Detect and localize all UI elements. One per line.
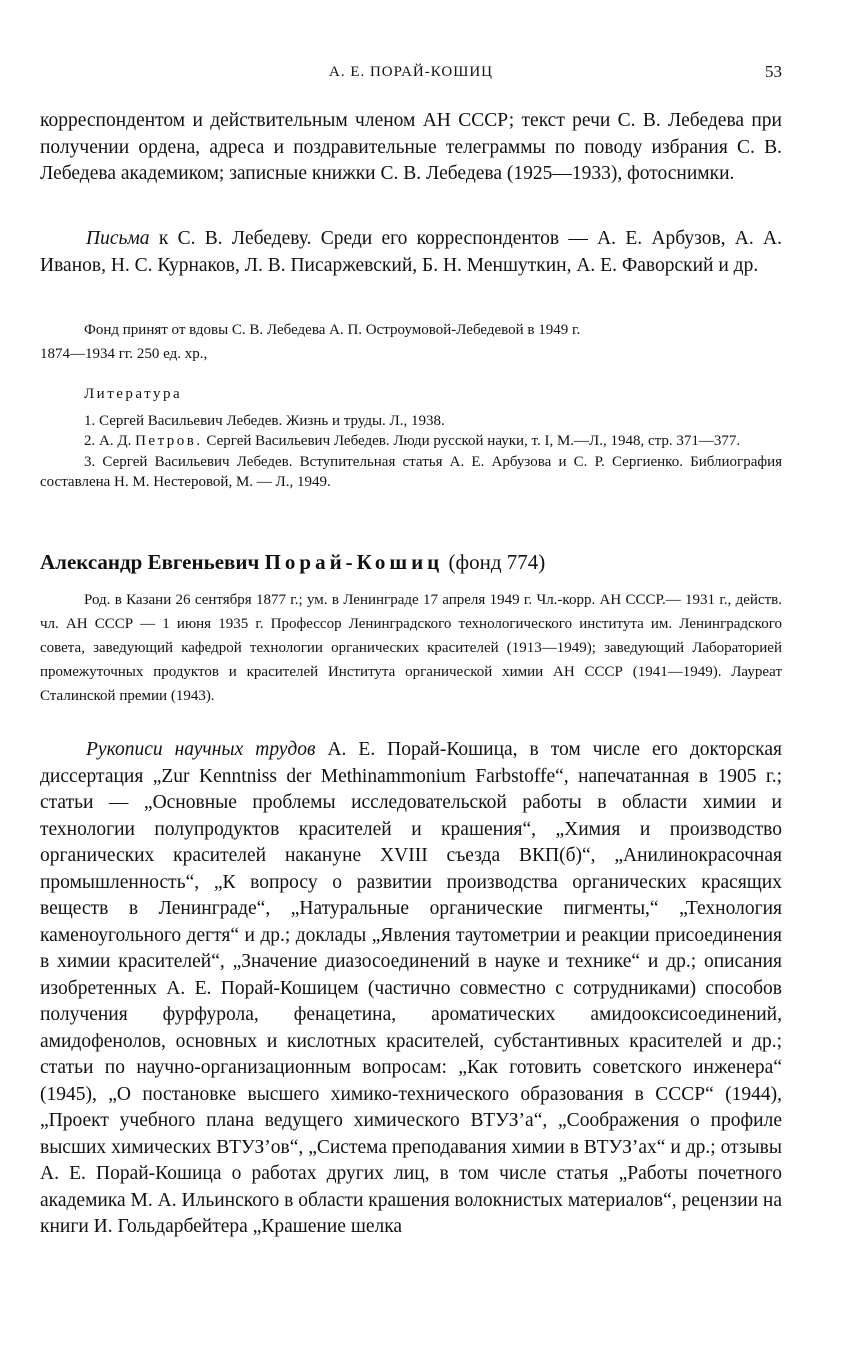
biography-paragraph: Род. в Казани 26 сентября 1877 г.; ум. в Ленинграде 17 апреля 1949 г. Чл.-корр. АН СССР.— 1931 г., действ. чл. АН СССР — 1 июня 1935 г. Профессор Ленинградского технологического института им. Ленинградского совета, заведующий кафедрой технологии органических красителей (1913—1949); заведующий Лабораторией промежуточных продуктов и красителей Института органической химии АН СССР (1941—1949). Лауреат Сталинской премии (1943). (40, 592, 782, 704)
heading-first-name: Александр Евгеньевич (40, 550, 265, 574)
heading-fond: (фонд 774) (443, 550, 546, 574)
fond-note-line-1: Фонд принят от вдовы С. В. Лебедева А. П. Остроумовой-Лебедевой в 1949 г. (84, 322, 581, 338)
lebedev-fond-note (40, 318, 782, 366)
running-head (40, 62, 782, 84)
manuscripts-label: Рукописи научных трудов (86, 739, 316, 760)
lebedev-literature (40, 384, 782, 493)
heading-surname: Порай-Кошиц (264, 550, 444, 574)
lebedev-letters (40, 226, 782, 279)
literature-heading: Литература (84, 386, 183, 402)
literature-item-2-num: 2. А. Д. (84, 433, 132, 449)
lebedev-materials-paragraph: корреспондентом и действительным членом АН СССР; текст речи С. В. Лебедева при получении ордена, адреса и поздравительные телеграммы по поводу избрания С. В. Лебедева академиком; записные книжки С. В. Лебедева (1925—1933), фотоснимки. (40, 110, 782, 184)
letters-label: Письма (86, 228, 150, 249)
literature-item-3: 3. Сергей Васильевич Лебедев. Вступительная статья А. Е. Арбузова и С. Р. Сергиенко. Библиография составлена Н. М. Нестеровой, М. — Л., 1949. (40, 453, 782, 490)
letters-text: к С. В. Лебедеву. Среди его корреспондентов — А. Е. Арбузов, А. А. Иванов, Н. С. Курнаков, Л. В. Писаржевский, Б. Н. Меншуткин, А. Е. Фаворский и др. (40, 228, 782, 276)
lebedev-continuation (40, 108, 782, 188)
manuscripts-paragraph (40, 737, 782, 1241)
literature-item-1: 1. Сергей Васильевич Лебедев. Жизнь и труды. Л., 1938. (84, 412, 445, 429)
porai-heading (40, 548, 782, 576)
literature-item-2-author: Петров. (135, 433, 203, 449)
lebedev-letters-paragraph (40, 226, 782, 279)
literature-item-2-text: Сергей Васильевич Лебедев. Люди русской науки, т. I, М.—Л., 1948, стр. 371—377. (202, 433, 741, 449)
page-number: 53 (765, 62, 782, 81)
literature-item-2 (40, 431, 782, 452)
manuscripts-text: А. Е. Порай-Кошица, в том числе его докторская диссертация „Zur Kenntniss der Methinammonium Farbstoffe“, напечатанная в 1905 г.; статьи — „Основные проблемы исследовательской работы в области химии и технологии полупродуктов красителей и крашения“, „Химия и производство органических красителей накануне XVIII съезда ВКП(б)“, „Анилинокрасочная промышленность“, „К вопросу о развитии производства органических красящих веществ в Ленинграде“, „Натуральные органические пигменты,“ „Технология каменоугольного дегтя“ и др.; доклады „Явления таутометрии и реакции присоединения в химии красителей“, „Значение диазосоединений в науке и технике“ и др.; описания изобретенных А. Е. Порай-Кошицем (частично совместно с сотрудниками) способов получения фурфурола, фенацетина, ароматических амидооксисоединений, амидофенолов, основных и кислотных красителей, субстантивных красителей и др.; статьи по научно-организационным вопросам: „Как готовить советского инженера“ (1945), „О постановке высшего химико-технического образования в СССР“ (1944), „Проект учебного плана ведущего химического ВТУЗ’а“, „Соображения о профиле высших химических ВТУЗ’ов“, „Система преподавания химии в ВТУЗ’ах“ и др.; отзывы А. Е. Порай-Кошица о работах других лиц, в том числе статья „Работы почетного академика М. А. Ильинского в области крашения волокнистых материалов“, рецензии на книги И. Гольдарбейтера „Крашение шелка (40, 739, 782, 1237)
porai-manuscripts (40, 737, 782, 1241)
section-heading (40, 548, 782, 576)
fond-note-line-2: 1874—1934 гг. 250 ед. хр., (40, 346, 208, 362)
running-title: А. Е. ПОРАЙ-КОШИЦ (328, 64, 493, 80)
porai-biography (40, 588, 782, 708)
